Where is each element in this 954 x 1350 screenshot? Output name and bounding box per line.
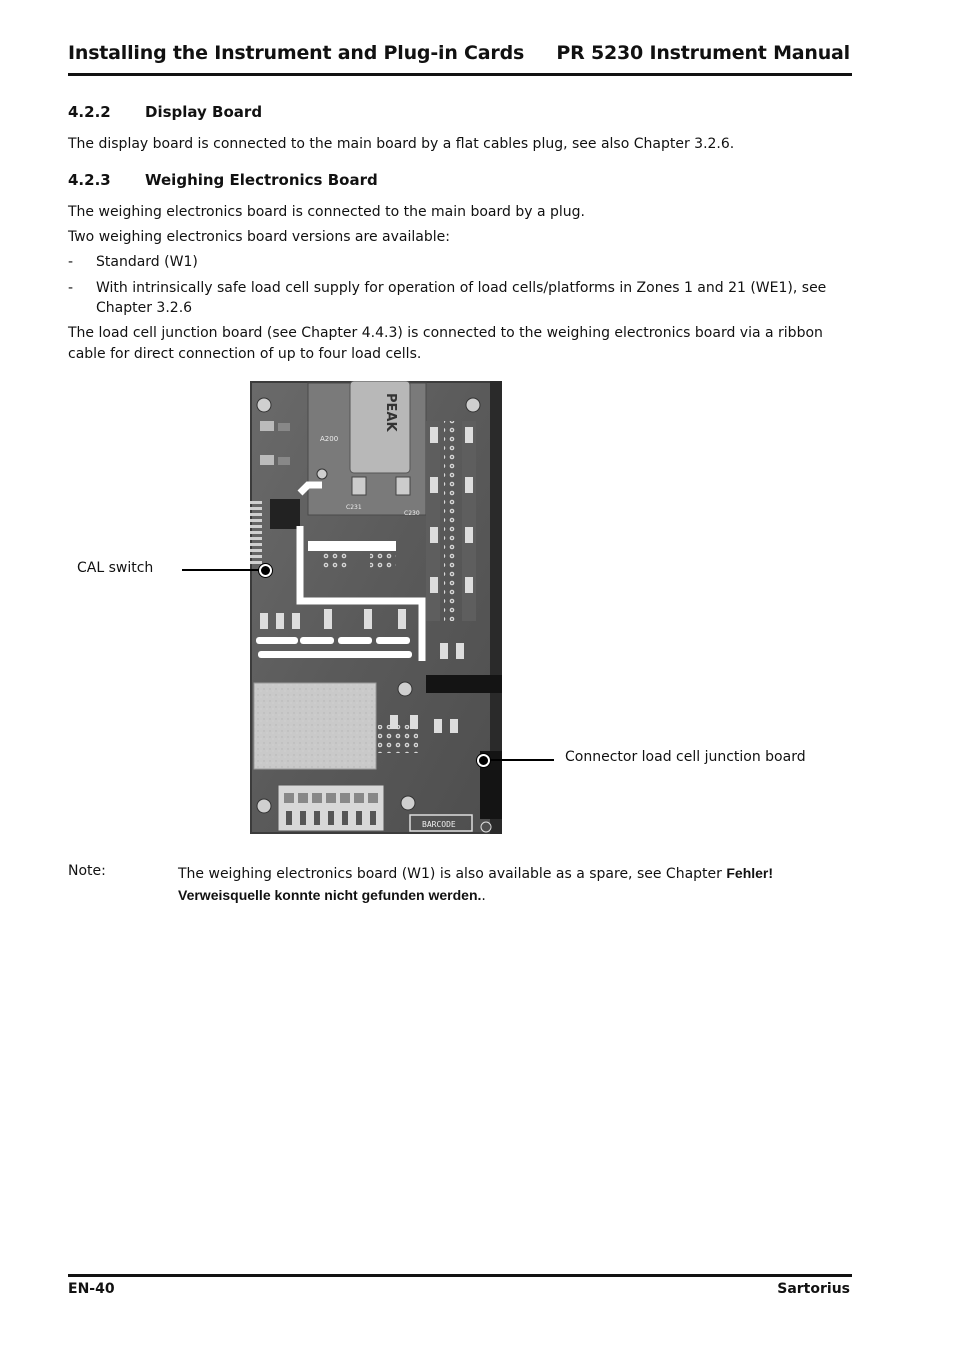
bullet-text: Standard (W1) bbox=[96, 254, 198, 270]
footer-brand: Sartorius bbox=[777, 1281, 850, 1297]
callout-connector-marker bbox=[477, 754, 490, 767]
note-label: Note: bbox=[68, 863, 106, 879]
section-number: 4.2.2 bbox=[68, 103, 111, 121]
section-number: 4.2.3 bbox=[68, 171, 111, 189]
header-rule bbox=[68, 73, 852, 76]
weighing-board-para-1: The weighing electronics board is connected to the main board by a plug. bbox=[68, 204, 585, 220]
note-text-end: . bbox=[481, 888, 486, 904]
display-board-text: The display board is connected to the main board by a flat cables plug, see also Chapter 3.2.6. bbox=[68, 136, 735, 152]
footer-rule bbox=[68, 1274, 852, 1277]
bullet-dash: - bbox=[68, 280, 74, 296]
callout-cal-switch-label: CAL switch bbox=[77, 560, 154, 576]
board-label-c230: C230 bbox=[404, 510, 420, 517]
section-title: Weighing Electronics Board bbox=[145, 171, 378, 189]
relay-label: PEAK bbox=[383, 393, 398, 432]
note-text-body: The weighing electronics board (W1) is also available as a spare, see Chapter bbox=[178, 866, 727, 882]
weighing-board-para-3: The load cell junction board (see Chapter 4.4.3) is connected to the weighing electronics board via a ribbon cable for direct connection of up to four load cells. bbox=[68, 325, 823, 362]
page-number: EN-40 bbox=[68, 1281, 115, 1297]
header-manual-title: PR 5230 Instrument Manual bbox=[556, 42, 850, 64]
weighing-board-para-2: Two weighing electronics board versions are available: bbox=[68, 229, 450, 245]
callout-cal-switch-line bbox=[182, 569, 264, 571]
board-label-c231: C231 bbox=[346, 504, 362, 511]
callout-connector-line bbox=[486, 759, 554, 761]
board-label-barcode: BARCODE bbox=[422, 820, 456, 829]
section-title: Display Board bbox=[145, 103, 263, 121]
section-heading-display-board bbox=[68, 103, 262, 121]
note-text bbox=[178, 863, 778, 907]
weighing-board-photo bbox=[250, 381, 502, 834]
header-chapter-title: Installing the Instrument and Plug-in Cards bbox=[68, 42, 525, 64]
bullet-dash: - bbox=[68, 254, 74, 270]
board-label-a200: A200 bbox=[320, 435, 339, 443]
broken-cross-reference: Fehler! Verweisquelle konnte nicht gefunden werden. bbox=[178, 865, 774, 903]
section-heading-weighing-board bbox=[68, 171, 378, 189]
callout-cal-switch-marker bbox=[259, 564, 272, 577]
bullet-text: With intrinsically safe load cell supply for operation of load cells/platforms in Zones 1 and 21 (WE1), see Chapter 3.2.6 bbox=[96, 280, 827, 316]
callout-connector-label: Connector load cell junction board bbox=[565, 749, 806, 765]
